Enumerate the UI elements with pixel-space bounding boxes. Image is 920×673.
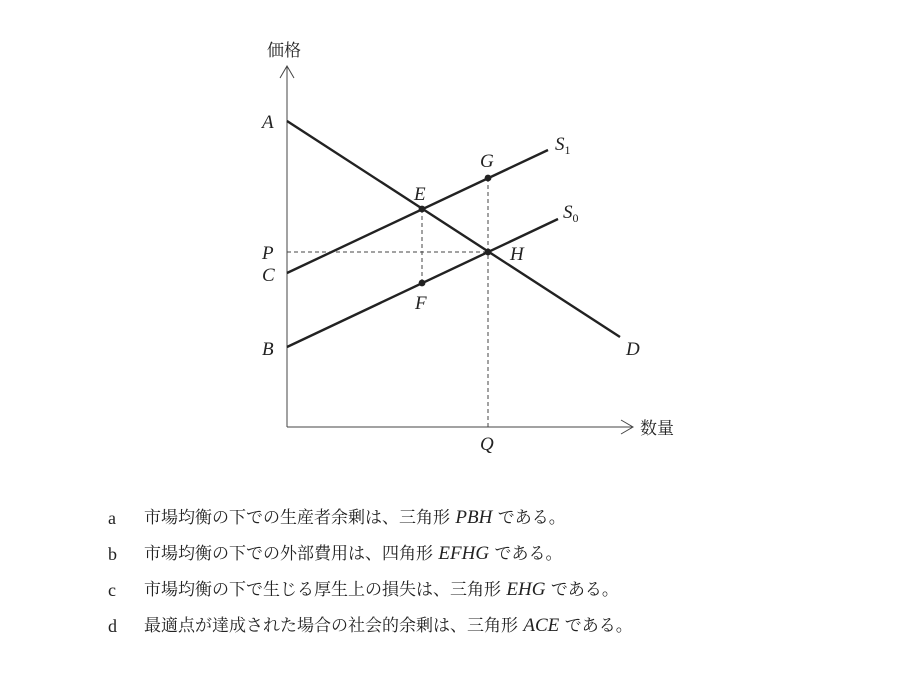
statement-text-before: 市場均衡の下での生産者余剰は、三角形 bbox=[144, 508, 456, 528]
statement-c bbox=[108, 576, 633, 612]
label-S0-main: S bbox=[563, 202, 573, 223]
label-S0-sub: 0 bbox=[572, 211, 579, 225]
label-G: G bbox=[480, 151, 494, 172]
label-S1 bbox=[555, 134, 571, 157]
supply-curve-S1 bbox=[287, 150, 548, 273]
statement-text-before: 最適点が達成された場合の社会的余剰は、三角形 bbox=[144, 616, 524, 636]
label-D: D bbox=[626, 339, 640, 360]
statement-text bbox=[144, 540, 562, 576]
label-H: H bbox=[510, 244, 524, 265]
statement-shape: PBH bbox=[455, 507, 493, 528]
statement-text-after: である。 bbox=[545, 580, 619, 600]
point-H-dot bbox=[485, 249, 492, 256]
statement-list bbox=[108, 504, 633, 648]
label-P: P bbox=[262, 243, 274, 264]
x-axis-label: 数量 bbox=[640, 419, 674, 439]
statement-letter: b bbox=[108, 544, 117, 564]
statement-text-before: 市場均衡の下で生じる厚生上の損失は、三角形 bbox=[144, 580, 507, 600]
label-B: B bbox=[262, 339, 274, 360]
label-A: A bbox=[262, 112, 274, 133]
statement-shape: ACE bbox=[523, 615, 560, 636]
y-axis-label: 価格 bbox=[267, 41, 301, 61]
label-S1-sub: 1 bbox=[564, 143, 571, 157]
statement-text bbox=[144, 612, 633, 648]
point-G-dot bbox=[485, 175, 492, 182]
label-C: C bbox=[262, 265, 275, 286]
statement-shape: EFHG bbox=[438, 543, 490, 564]
label-S0 bbox=[563, 202, 579, 225]
statement-shape: EHG bbox=[506, 579, 546, 600]
statement-text-after: である。 bbox=[559, 616, 633, 636]
point-E-dot bbox=[419, 206, 426, 213]
statement-text-before: 市場均衡の下での外部費用は、四角形 bbox=[144, 544, 439, 564]
statement-letter: d bbox=[108, 616, 117, 636]
point-F-dot bbox=[419, 280, 426, 287]
statement-letter: c bbox=[108, 580, 116, 600]
label-F: F bbox=[415, 293, 427, 314]
label-Q: Q bbox=[480, 434, 494, 455]
statement-a bbox=[108, 504, 633, 540]
statement-text-after: である。 bbox=[492, 508, 566, 528]
statement-d bbox=[108, 612, 633, 648]
label-E: E bbox=[414, 184, 426, 205]
statement-text bbox=[144, 504, 566, 540]
statement-text bbox=[144, 576, 619, 612]
statement-b bbox=[108, 540, 633, 576]
statement-letter: a bbox=[108, 508, 116, 528]
statement-text-after: である。 bbox=[489, 544, 563, 564]
label-S1-main: S bbox=[555, 134, 565, 155]
